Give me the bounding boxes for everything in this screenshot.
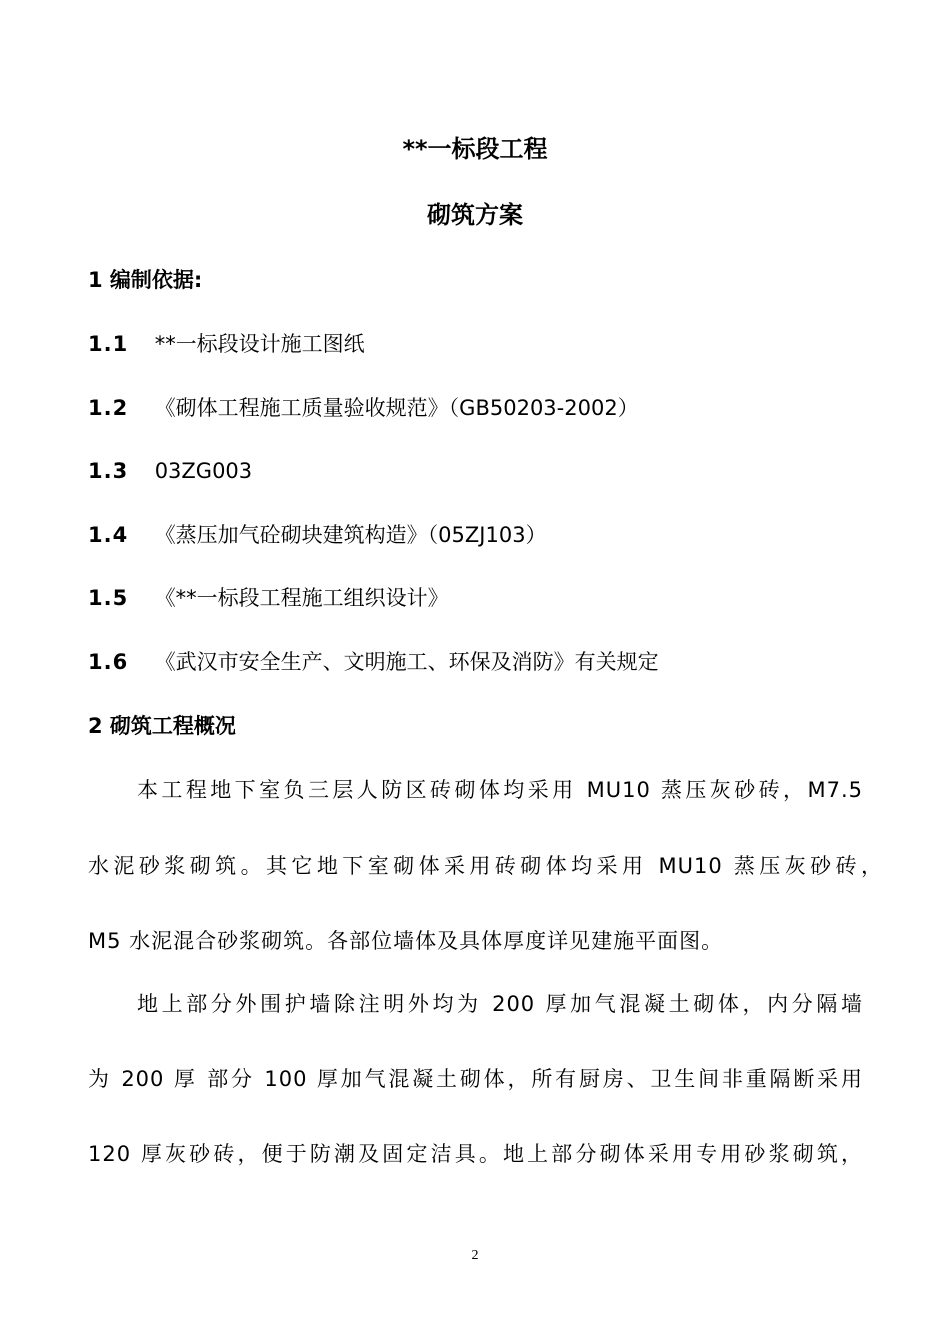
item-text: **一标段设计施工图纸: [154, 332, 365, 356]
paragraph-line: 为 200 厚 部分 100 厚加气混凝土砌体，所有厨房、卫生间非重隔断采用: [88, 1067, 863, 1091]
item-number: 1.3: [88, 459, 129, 483]
item-text: 《蒸压加气砼砌块建筑构造》（05ZJ103）: [154, 523, 547, 547]
paragraph-line: 地上部分外围护墙除注明外均为 200 厚加气混凝土砌体，内分隔墙: [137, 992, 863, 1016]
item-number: 1.5: [88, 586, 129, 610]
section-1-heading: 1 编制依据:: [88, 268, 203, 292]
section-2-heading: 2 砌筑工程概况: [88, 714, 236, 738]
document-subtitle: 砌筑方案: [427, 201, 523, 229]
item-text: 《砌体工程施工质量验收规范》（GB50203-2002）: [154, 396, 639, 420]
paragraph-line: 120 厚灰砂砖，便于防潮及固定洁具。地上部分砌体采用专用砂浆砌筑，: [88, 1142, 863, 1166]
item-number: 1.2: [88, 396, 129, 420]
list-item: [88, 648, 659, 676]
paragraph-line: 水泥砂浆砌筑。其它地下室砌体采用砖砌体均采用 MU10 蒸压灰砂砖，: [88, 854, 883, 878]
item-text: 《武汉市安全生产、文明施工、环保及消防》有关规定: [154, 650, 659, 674]
list-item: [88, 584, 449, 612]
list-item: [88, 521, 547, 549]
paragraph-line: 本工程地下室负三层人防区砖砌体均采用 MU10 蒸压灰砂砖，M7.5: [137, 778, 863, 802]
paragraph-line: M5 水泥混合砂浆砌筑。各部位墙体及具体厚度详见建施平面图。: [88, 929, 724, 953]
item-text: 《**一标段工程施工组织设计》: [154, 586, 449, 610]
list-item: [88, 394, 639, 422]
document-title: **一标段工程: [402, 135, 548, 163]
list-item: [88, 330, 365, 358]
page-number: 2: [471, 1248, 479, 1263]
list-item: [88, 457, 252, 485]
item-number: 1.1: [88, 332, 129, 356]
item-text: 03ZG003: [154, 459, 253, 483]
item-number: 1.6: [88, 650, 129, 674]
item-number: 1.4: [88, 523, 129, 547]
